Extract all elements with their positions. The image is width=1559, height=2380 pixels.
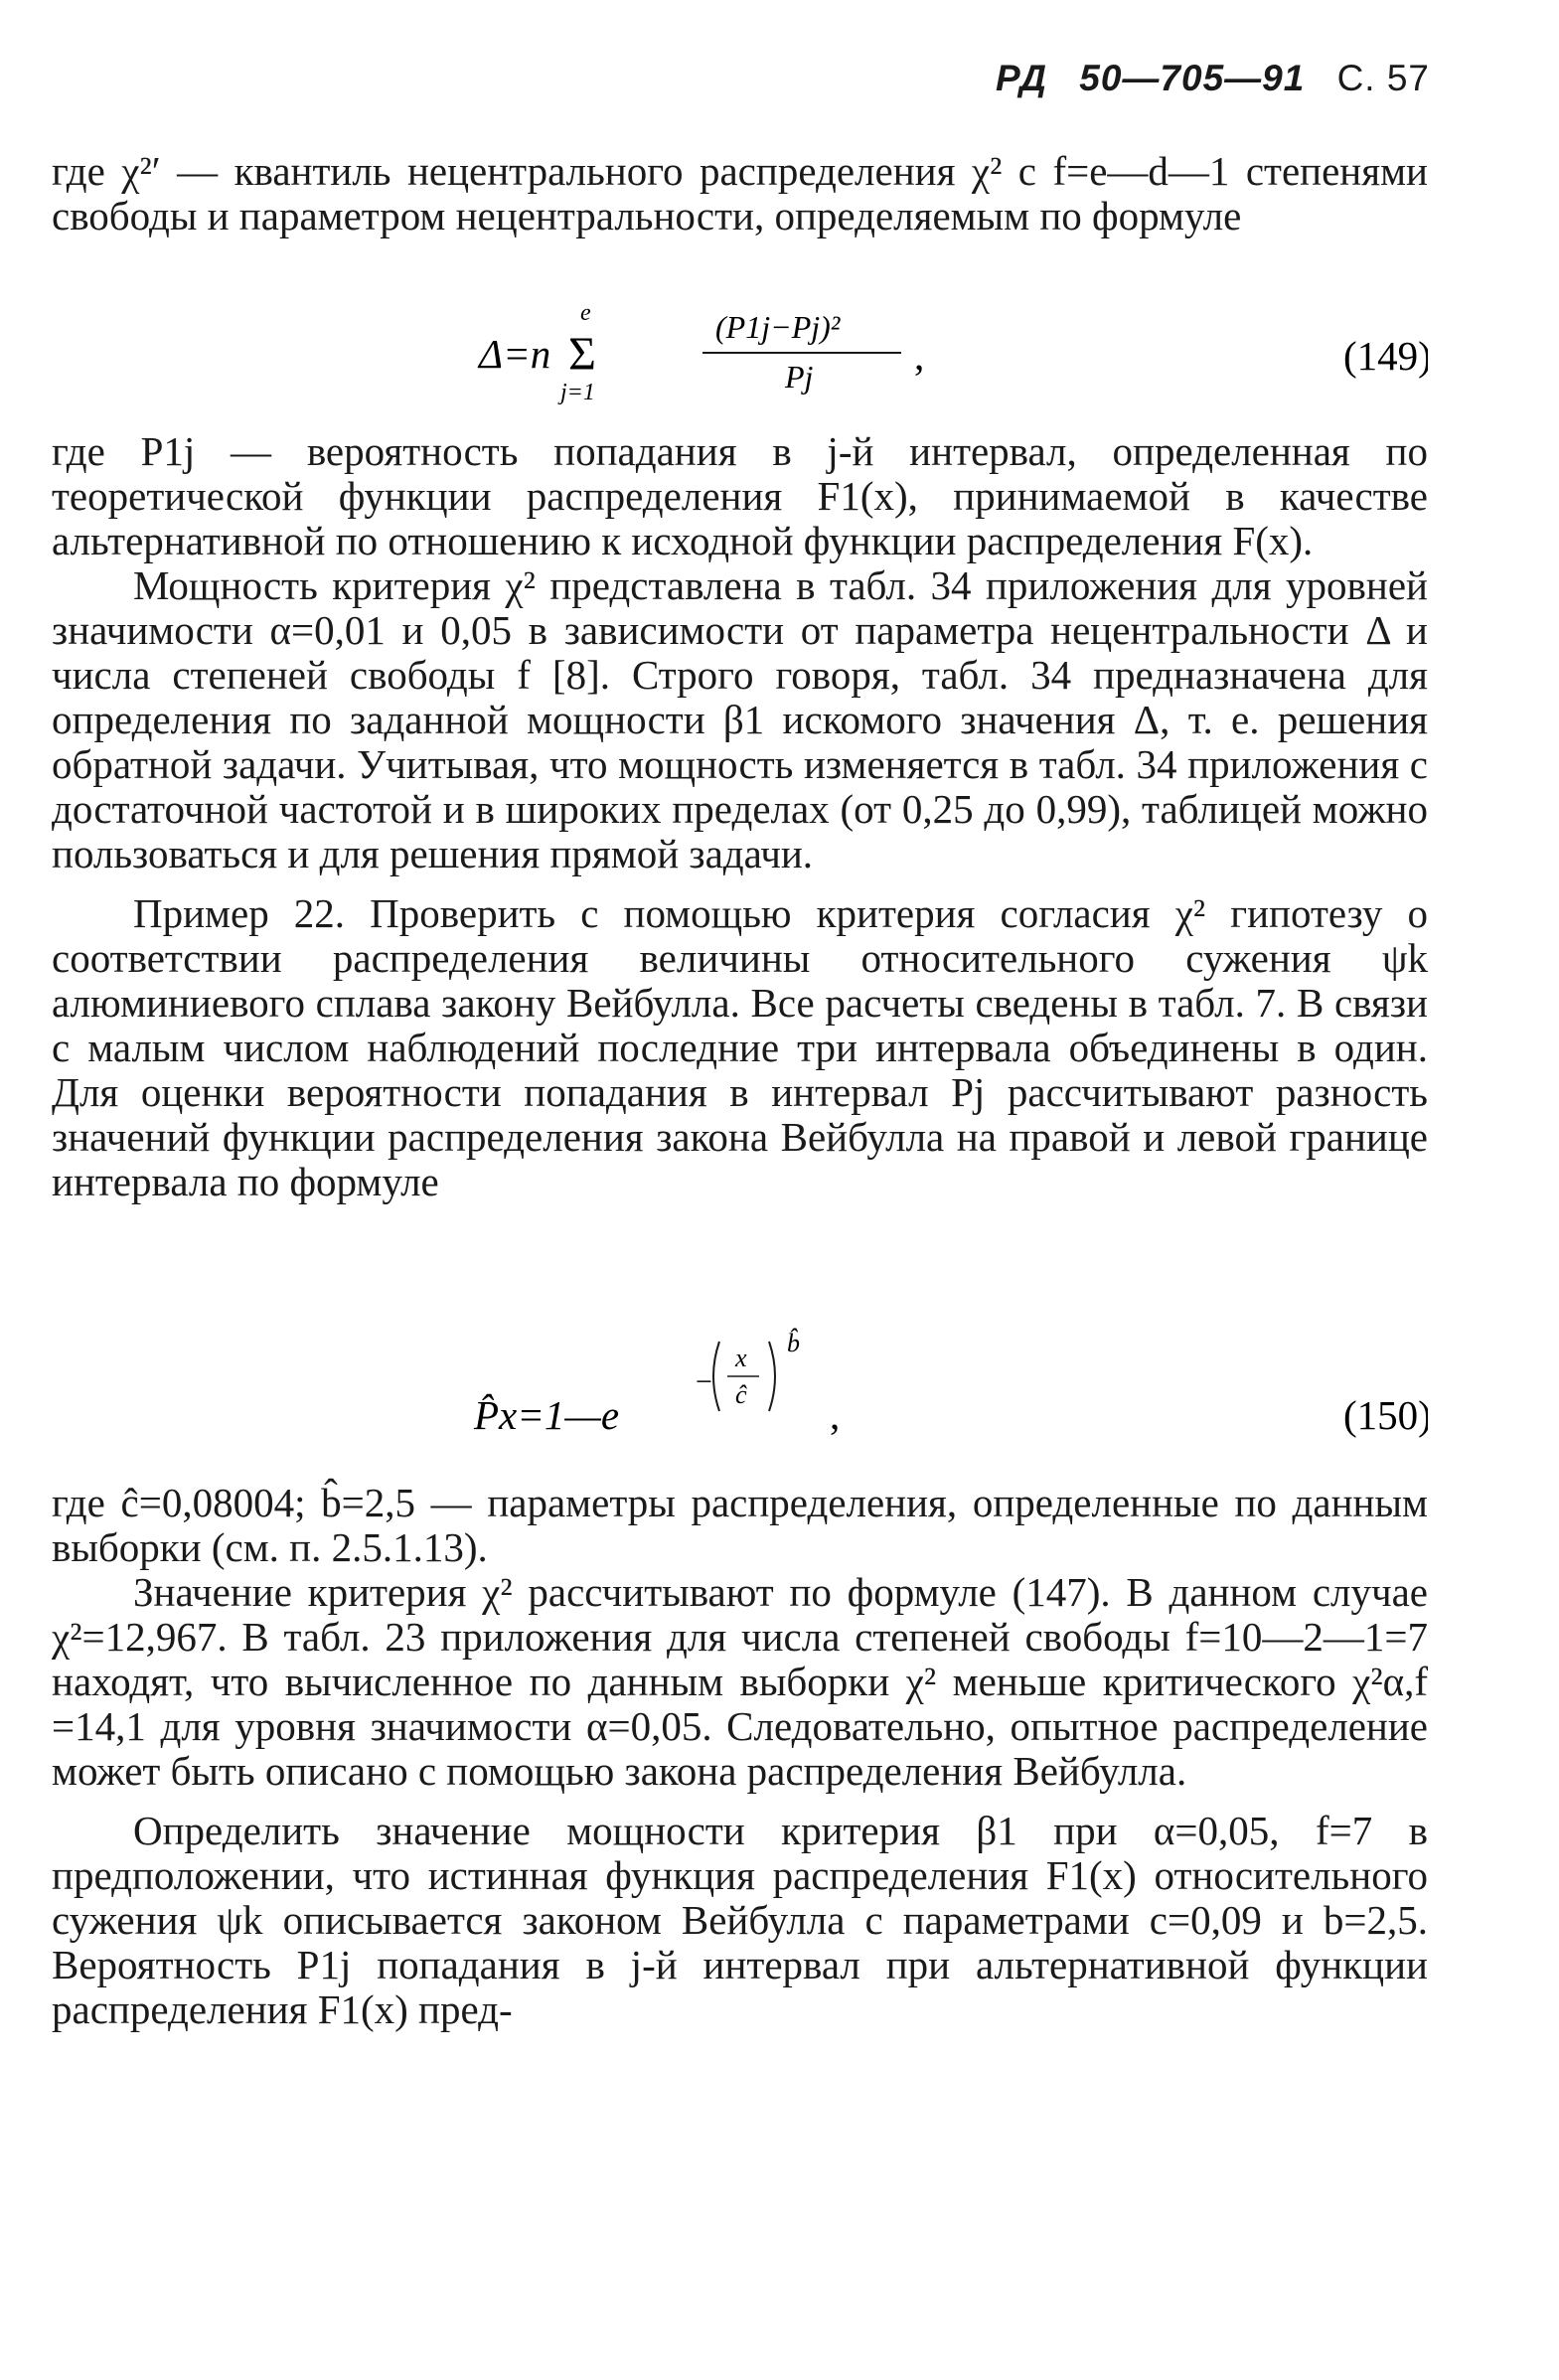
paragraph: где χ²′ — квантиль нецентрального распределения χ² с f=e—d—1 степенями свободы и параметром нецентральности, определяемым по формуле (52, 148, 1428, 238)
text-block-2 (52, 429, 1428, 1204)
formula-150-graphic (52, 1322, 1428, 1451)
sum-sign: Σ (568, 328, 596, 381)
paragraph: Определить значение мощности критерия β1 при α=0,05, f=7 в предположении, что истинная функция распределения F1(x) относительного сужения ψk описывается законом Вейбулла с параметрами c=0,09 и b=2,5. Вероятность P1j попадания в j-й интервал при альтернативной функции распределения F1(x) пред- (52, 1808, 1428, 2032)
formula-149-graphic (52, 298, 1428, 407)
paragraph: Мощность критерия χ² представлена в табл. 34 приложения для уровней значимости α=0,01 и 0,05 в зависимости от параметра нецентральности Δ и числа степеней свободы f [8]. Строго говоря, табл. 34 предназначена для определения по заданной мощности β1 искомого значения Δ, т. е. решения обратной задачи. Учитывая, что мощность изменяется в табл. 34 приложения с достаточной частотой и в широких пределах (от 0,25 до 0,99), таблицей можно пользоваться и для решения прямой задачи. (52, 562, 1428, 876)
formula-comma: , (830, 1392, 841, 1438)
page-header (996, 58, 1430, 100)
paragraph: где ĉ=0,08004; b̂=2,5 — параметры распределения, определенные по данным выборки (см. п. 2.5.1.13). (52, 1480, 1428, 1570)
text-block-1 (52, 149, 1428, 238)
sum-upper-limit: e (580, 300, 591, 326)
exp-fraction-denominator: ĉ (735, 1380, 747, 1409)
paragraph: Значение критерия χ² рассчитывают по формуле (147). В данном случае χ²=12,967. В табл. 23 приложения для числа степеней свободы f=10—2—1=7 находят, что вычисленное по данным выборки χ² меньше критического χ²α,f =14,1 для уровня значимости α=0,05. Следовательно, опытное распределение может быть описано с помощью закона распределения Вейбулла. (52, 1569, 1428, 1794)
formula-150 (52, 1322, 1428, 1451)
equation-number: (150) (1343, 1392, 1428, 1438)
document-number: 50—705—91 (1079, 58, 1306, 98)
exp-left-paren (713, 1342, 719, 1411)
paragraph: Пример 22. Проверить с помощью критерия согласия χ² гипотезу о соответствии распределения величины относительного сужения ψk алюминиевого сплава закону Вейбулла. Все расчеты сведены в табл. 7. В связи с малым числом наблюдений последние три интервала объединены в один. Для оценки вероятности попадания в интервал Pj рассчитывают разность значений функции распределения закона Вейбулла на правой и левой границе интервала по формуле (52, 890, 1428, 1204)
document-code: РД (996, 58, 1048, 98)
paragraph: где P1j — вероятность попадания в j-й интервал, определенная по теоретической функции распределения F1(x), принимаемой в качестве альтернативной по отношению к исходной функции распределения F(x). (52, 428, 1428, 563)
formula-comma: , (914, 333, 925, 379)
page-number: С. 57 (1336, 58, 1430, 98)
formula-149 (52, 298, 1428, 407)
exp-power: b̂ (787, 1329, 800, 1357)
formula-lhs: P̂x=1—e (474, 1392, 620, 1438)
fraction-denominator: Pj (785, 359, 814, 395)
fraction-numerator: (P1j−Pj)² (715, 309, 841, 345)
exp-minus: − (696, 1365, 712, 1398)
text-block-3 (52, 1481, 1428, 2032)
exp-fraction-numerator: x (735, 1344, 747, 1372)
sum-lower-limit: j=1 (560, 380, 595, 405)
equation-number: (149) (1343, 333, 1428, 379)
formula-lhs: Δ=n (479, 331, 551, 377)
exp-right-paren (769, 1342, 775, 1411)
